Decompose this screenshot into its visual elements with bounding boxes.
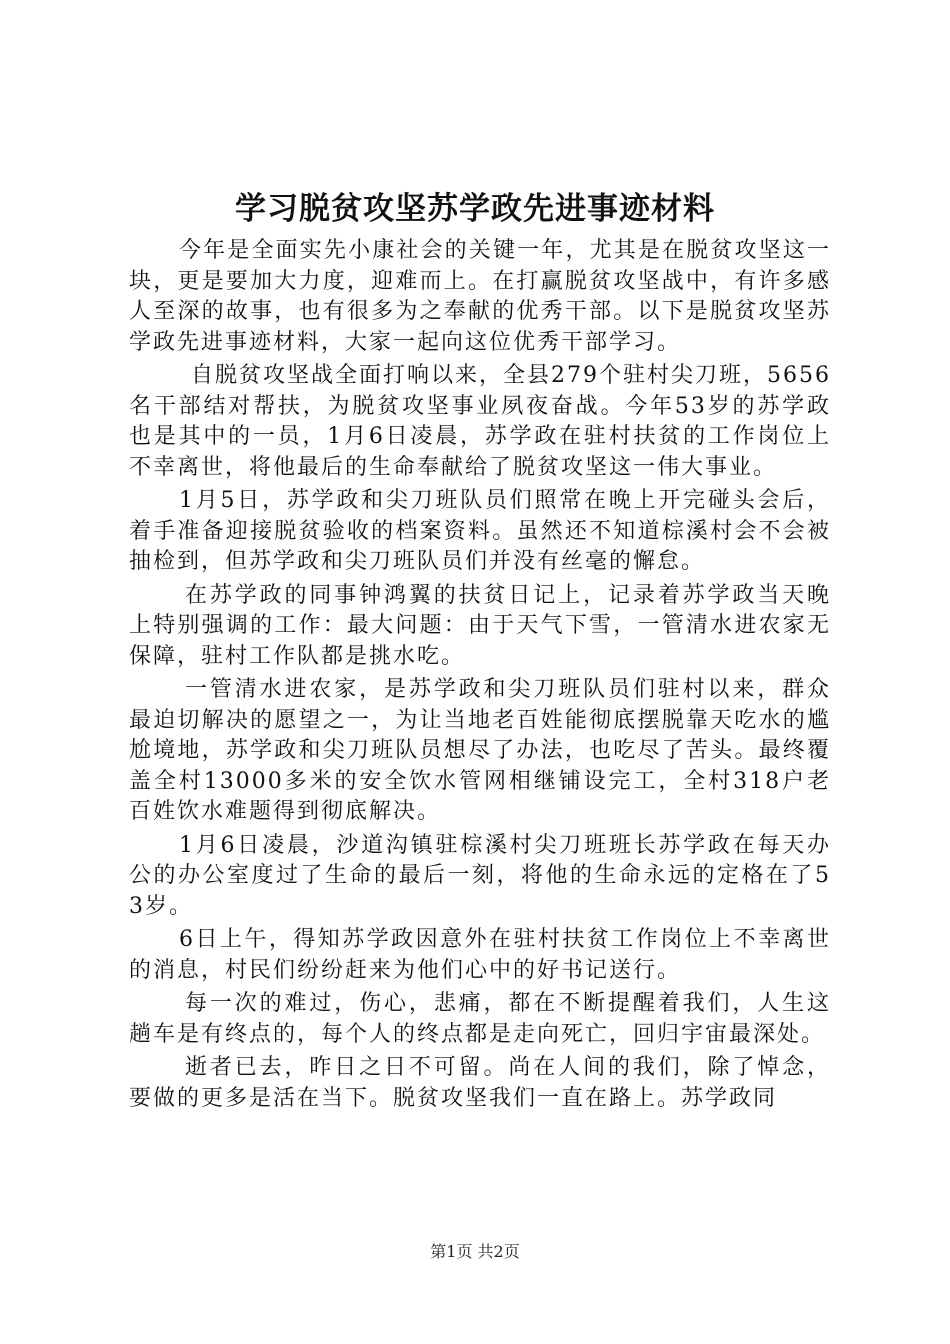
paragraph-closing: 逝者已去，昨日之日不可留。尚在人间的我们，除了悼念，要做的更多是活在当下。脱贫攻坚我们一直在路上。苏学政同 (129, 1055, 831, 1111)
paragraph-jan5: 1月5日，苏学政和尖刀班队员们照常在晚上开完碰头会后，着手准备迎接脱贫验收的档案资料。虽然还不知道棕溪村会不会被抽检到，但苏学政和尖刀班队员们并没有丝毫的懈怠。 (129, 488, 831, 574)
paragraph-reflection: 每一次的难过，伤心，悲痛，都在不断提醒着我们，人生这趟车是有终点的，每个人的终点都是走向死亡，回归宇宙最深处。 (129, 991, 831, 1047)
paragraph-farewell: 6日上午，得知苏学政因意外在驻村扶贫工作岗位上不幸离世的消息，村民们纷纷赶来为他们心中的好书记送行。 (129, 927, 831, 983)
page-number: 第1页 共2页 (430, 1242, 520, 1261)
paragraph-background: 自脱贫攻坚战全面打响以来，全县279个驻村尖刀班，5656名干部结对帮扶，为脱贫攻坚事业夙夜奋战。今年53岁的苏学政也是其中的一员，1月6日凌晨，苏学政在驻村扶贫的工作岗位上不幸离世，将他最后的生命奉献给了脱贫攻坚这一伟大事业。 (129, 363, 831, 480)
document-title: 学习脱贫攻坚苏学政先进事迹材料 (235, 191, 715, 227)
paragraph-jan6: 1月6日凌晨，沙道沟镇驻棕溪村尖刀班班长苏学政在每天办公的办公室度过了生命的最后一刻，将他的生命永远的定格在了53岁。 (129, 832, 831, 919)
paragraph-diary: 在苏学政的同事钟鸿翼的扶贫日记上，记录着苏学政当天晚上特别强调的工作：最大问题：由于天气下雪，一管清水进农家无保障，驻村工作队都是挑水吃。 (129, 582, 831, 669)
paragraph-water: 一管清水进农家，是苏学政和尖刀班队员们驻村以来，群众最迫切解决的愿望之一，为让当地老百姓能彻底摆脱靠天吃水的尴尬境地，苏学政和尖刀班队员想尽了办法，也吃尽了苦头。最终覆盖全村13000多米的安全饮水管网相继铺设完工，全村318户老百姓饮水难题得到彻底解决。 (129, 677, 831, 824)
paragraph-intro: 今年是全面实先小康社会的关键一年，尤其是在脱贫攻坚这一块，更是要加大力度，迎难而上。在打赢脱贫攻坚战中，有许多感人至深的故事，也有很多为之奉献的优秀干部。以下是脱贫攻坚苏学政先进事迹材料，大家一起向这位优秀干部学习。 (129, 238, 831, 355)
document-body (129, 236, 831, 1117)
